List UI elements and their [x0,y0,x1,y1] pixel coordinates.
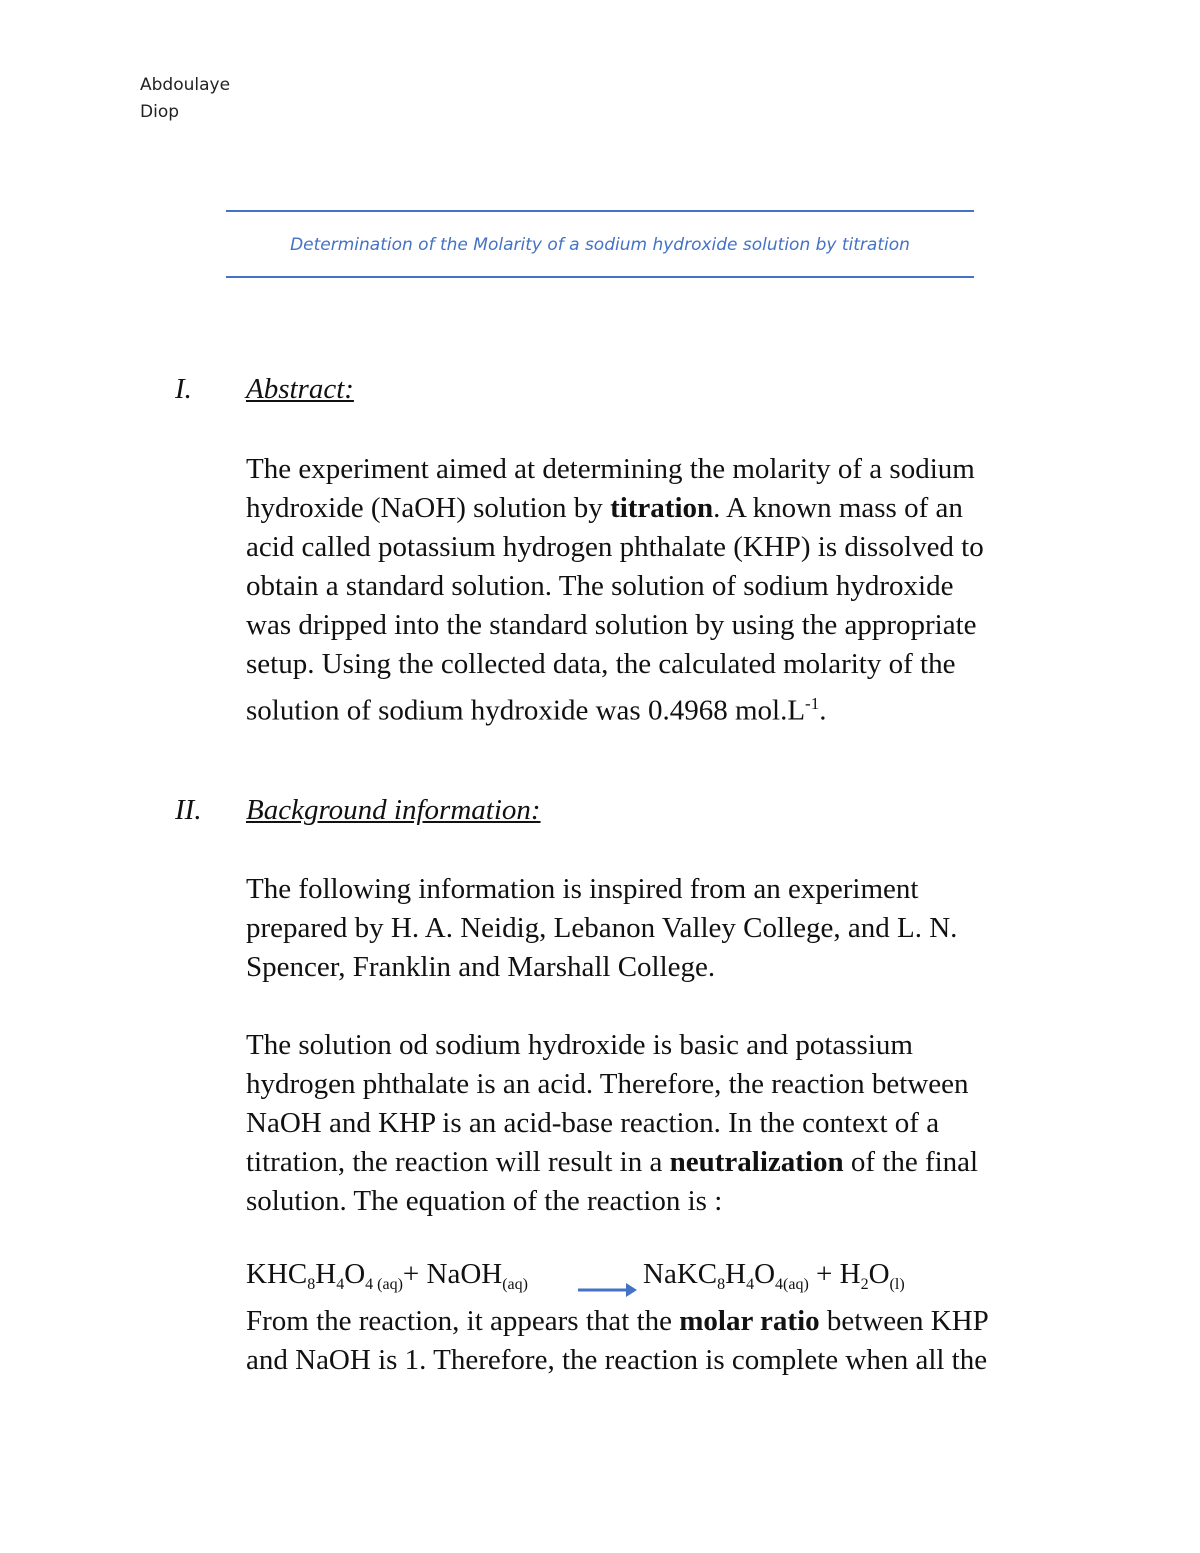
background-paragraph-1 [246,870,1066,987]
bold-term: neutralization [669,1146,844,1178]
chemical-equation [246,1258,905,1298]
text-line: solution. The equation of the reaction is : [246,1185,723,1217]
text-line: The experiment aimed at determining the molarity of a sodium [246,453,975,485]
section-number: I. [175,373,192,405]
bold-term: molar ratio [679,1305,820,1337]
text-line: obtain a standard solution. The solution of sodium hydroxide [246,570,954,602]
abstract-paragraph [246,450,1066,731]
text-line: Spencer, Franklin and Marshall College. [246,951,716,983]
reaction-arrow-icon [576,1278,638,1298]
text-line: hydroxide (NaOH) solution by titration. A known mass of an [246,492,963,524]
text-line: setup. Using the collected data, the calculated molarity of the [246,648,956,680]
title-bottom-rule [226,276,974,278]
text-line: and NaOH is 1. Therefore, the reaction is complete when all the [246,1344,988,1376]
equation-products: $NaKC_8H_4O_{4(aq)} + H_2O_{(l)}$ [643,1258,905,1293]
text-line: The following information is inspired from an experiment [246,873,919,905]
section-number: II. [175,794,202,826]
text-line: The solution od sodium hydroxide is basic and potassium [246,1029,913,1061]
text-line: acid called potassium hydrogen phthalate (KHP) is dissolved to [246,531,984,563]
equation-reactants: $KHC_8H_4O_{4 (aq)}+$ NaOH$_{(aq)}$ [246,1258,528,1293]
section-title: Abstract: [246,373,354,405]
author-last-name: Diop [140,102,180,122]
document-title: Determination of the Molarity of a sodium hydroxide solution by titration [290,235,910,255]
background-paragraph-3 [246,1302,1066,1380]
background-paragraph-2 [246,1026,1066,1221]
title-top-rule [226,210,974,212]
text-line: hydrogen phthalate is an acid. Therefore, the reaction between [246,1068,969,1100]
author-first-name: Abdoulaye [140,75,231,95]
text-line: was dripped into the standard solution by using the appropriate [246,609,977,641]
text-line: NaOH and KHP is an acid-base reaction. In the context of a [246,1107,940,1139]
text-line: solution of sodium hydroxide was 0.4968 $mol.L^{-1}$. [246,694,827,727]
section-title: Background information: [246,794,541,826]
text-line: From the reaction, it appears that the molar ratio between KHP [246,1305,989,1337]
author-name [140,72,230,126]
text-line: titration, the reaction will result in a neutralization of the final [246,1146,979,1178]
bold-term: titration [610,492,714,524]
text-line: prepared by H. A. Neidig, Lebanon Valley College, and L. N. [246,912,958,944]
